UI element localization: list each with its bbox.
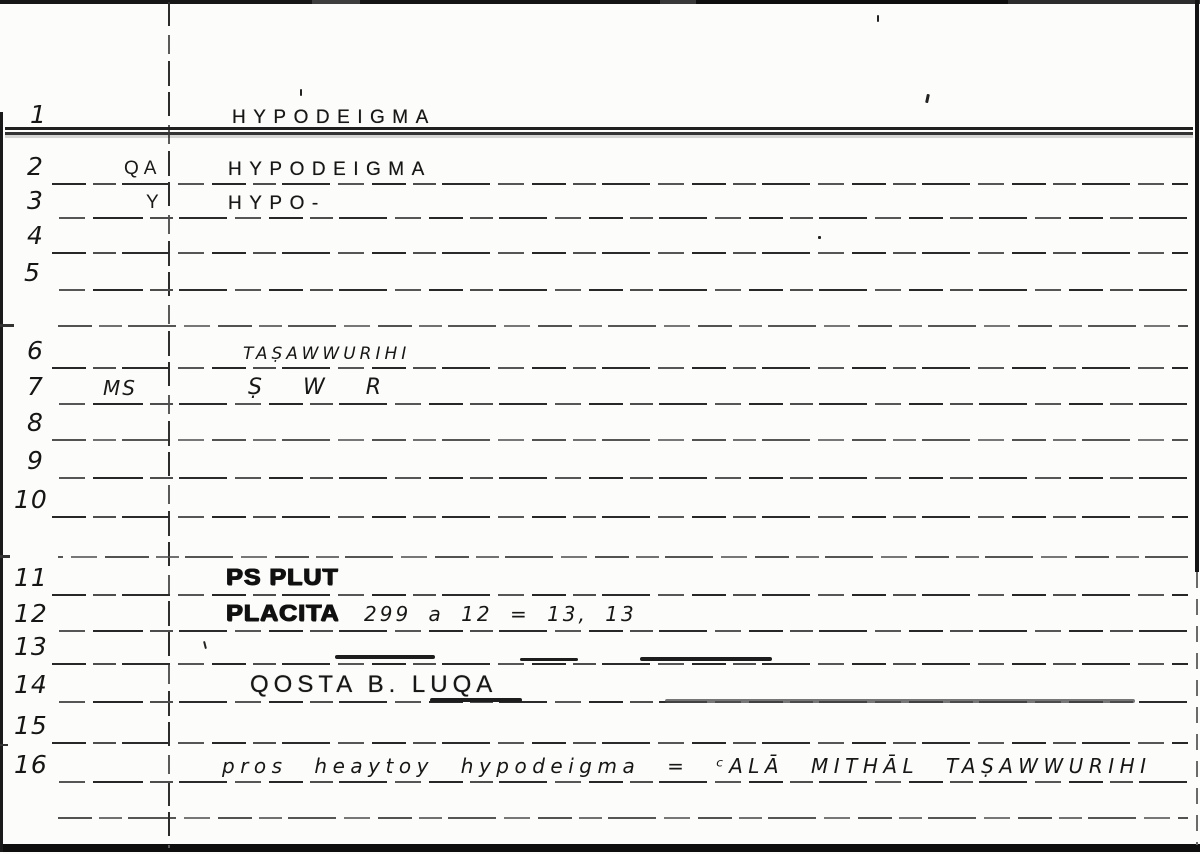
arabic-root-letters: Ṣ W R — [248, 375, 383, 400]
ruled-line-spacer-3 — [58, 817, 1188, 819]
line-number-13: 13 — [14, 632, 48, 661]
line-number-11: 11 — [14, 563, 48, 592]
line-number-5: 5 — [24, 258, 41, 287]
ink-smear — [640, 657, 772, 661]
ruled-line-7 — [52, 403, 1188, 405]
ruled-line-3 — [52, 217, 1188, 219]
ink-smear — [665, 699, 1135, 703]
ruled-line-10 — [52, 516, 1188, 518]
ruled-line-13 — [52, 663, 1188, 665]
ruled-line-16 — [52, 781, 1188, 783]
line-number-4: 4 — [27, 221, 44, 250]
ruled-line-6 — [52, 367, 1188, 369]
line-number-16: 16 — [14, 750, 48, 779]
ruled-line-2 — [52, 183, 1188, 185]
source-stamp-work: PLACITA — [226, 600, 340, 627]
headword-entry-repeat: HYPODEIGMA — [228, 159, 432, 180]
ink-smear — [335, 655, 435, 659]
ruled-line-12 — [52, 630, 1188, 632]
line-number-7: 7 — [27, 372, 44, 401]
line-number-14: 14 — [14, 670, 48, 699]
scan-speck — [818, 236, 821, 239]
reference-citation: 299 a 12 = 13, 13 — [364, 602, 637, 626]
ruled-line-spacer-2 — [58, 556, 1188, 558]
siglum-qa: QA — [124, 158, 162, 179]
card-left-border — [0, 112, 3, 852]
card-top-border — [0, 0, 1200, 4]
ruled-line-11 — [52, 594, 1188, 596]
ruled-line-4 — [52, 252, 1188, 254]
ruled-line-15 — [52, 742, 1188, 744]
left-edge-tick — [0, 324, 14, 327]
ink-smear — [520, 658, 578, 661]
line-number-15: 15 — [14, 711, 48, 740]
headword-prefix: HYPO- — [228, 193, 326, 214]
card-right-border-faint — [1196, 572, 1198, 845]
line-number-10: 10 — [14, 485, 48, 514]
line-number-6: 6 — [27, 336, 44, 365]
scan-speck — [877, 15, 879, 22]
scan-speck — [300, 89, 302, 96]
line-number-8: 8 — [27, 408, 44, 437]
ruled-line-8 — [52, 439, 1188, 441]
translator-name: QOSTA B. LUQA — [250, 671, 498, 698]
ruled-line-5 — [52, 289, 1188, 291]
line-number-12: 12 — [14, 599, 48, 628]
line-number-9: 9 — [27, 446, 44, 475]
line-number-1: 1 — [30, 100, 47, 129]
ruled-line-1-double — [5, 127, 1193, 135]
arabic-translit-entry: TAṢAWWURIHI — [243, 344, 411, 364]
left-edge-tick — [0, 555, 10, 558]
ruled-line-9 — [52, 477, 1188, 479]
source-stamp-author: PS PLUT — [226, 564, 339, 591]
scan-speck — [203, 641, 207, 649]
line-number-3: 3 — [27, 186, 44, 215]
siglum-ms: MS — [103, 376, 137, 400]
headword-entry: HYPODEIGMA — [232, 107, 436, 128]
line-number-2: 2 — [27, 152, 44, 181]
phrase-gloss: pros heaytoy hypodeigma = ᶜALĀ MITHĀL TAṢAWWURIHI — [222, 754, 1152, 778]
card-right-border — [1195, 0, 1199, 572]
card-bottom-border — [0, 844, 1200, 852]
left-edge-tick — [0, 744, 8, 746]
ruled-line-spacer-1 — [58, 325, 1188, 327]
siglum-y: Y — [146, 192, 164, 213]
scan-speck — [925, 94, 930, 103]
ink-smear — [430, 698, 522, 702]
